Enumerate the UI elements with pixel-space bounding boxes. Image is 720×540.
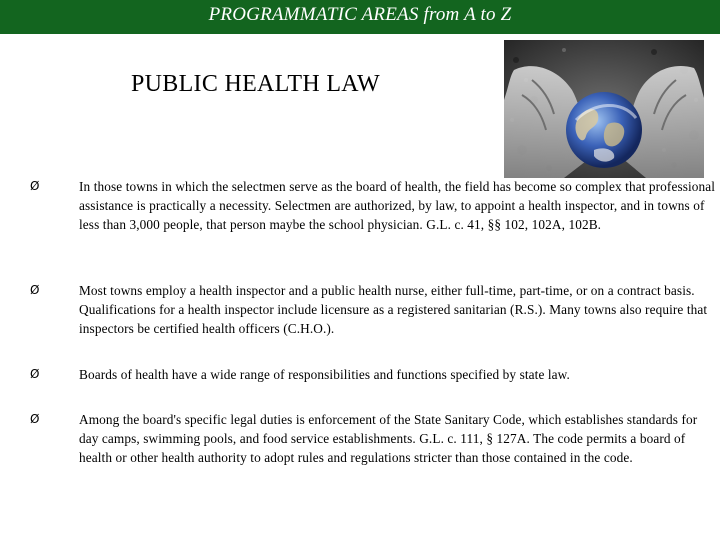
arrow-bullet-icon: Ø	[30, 412, 40, 426]
list-item	[30, 365, 716, 384]
hands-holding-earth-icon	[504, 40, 704, 178]
header-title: PROGRAMMATIC AREAS from A to Z	[208, 4, 512, 25]
arrow-bullet-icon: Ø	[30, 283, 40, 297]
arrow-bullet-icon: Ø	[30, 179, 40, 193]
hands-holding-earth-image	[504, 40, 704, 178]
list-item	[30, 281, 716, 339]
bullet-text: Boards of health have a wide range of responsibilities and functions specified by state law.	[79, 367, 570, 382]
arrow-bullet-icon: Ø	[30, 367, 40, 381]
list-item	[30, 177, 716, 235]
list-item	[30, 410, 716, 468]
slide-title: PUBLIC HEALTH LAW	[131, 71, 380, 97]
bullet-text: In those towns in which the selectmen serve as the board of health, the field has become so complex that professional assistance is practically a necessity. Selectmen are authorized, by law, to appoint a health inspector, and in towns of less than 3,000 people, that person maybe the school physician. G.L. c. 41, §§ 102, 102A, 102B.	[79, 179, 716, 233]
header-bar	[0, 0, 720, 34]
bullet-text: Most towns employ a health inspector and a public health nurse, either full-time, part-time, or on a contract basis. Qualifications for a health inspector include licensure as a registered sanitarian (R.S.). Many towns also require that inspectors be certified health officers (C.H.O.).	[79, 283, 708, 337]
bullet-text: Among the board's specific legal duties is enforcement of the State Sanitary Code, which establishes standards for day camps, swimming pools, and food service establishments. G.L. c. 111, § 127A. The code permits a board of health or other health authority to adopt rules and regulations stricter than those contained in the code.	[79, 412, 698, 466]
